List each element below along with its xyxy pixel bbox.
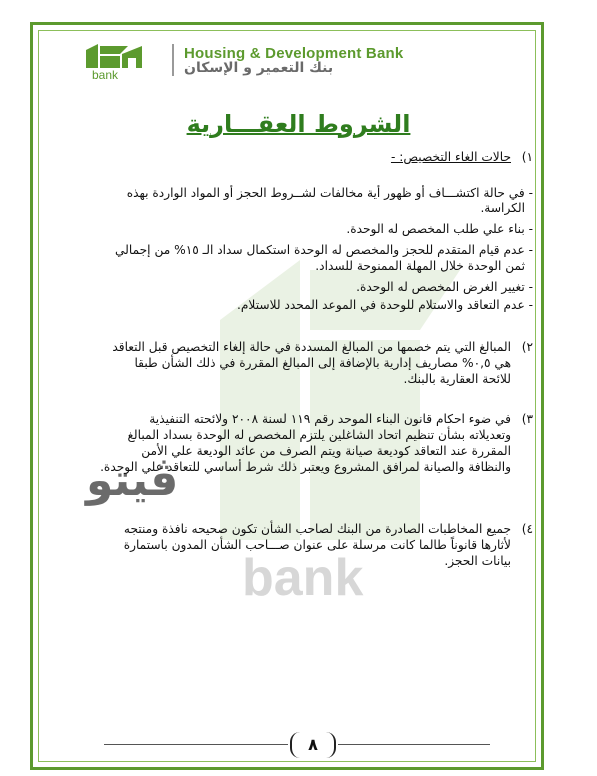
bank-name-arabic: بنك التعمير و الإسكان bbox=[184, 60, 334, 76]
footer-line-right bbox=[338, 744, 490, 745]
publisher-watermark: ڤيتو bbox=[86, 455, 179, 506]
header-divider bbox=[172, 44, 174, 76]
page-title: الشروط العقـــارية bbox=[186, 110, 411, 138]
section-4-line-3: بيانات الحجز. bbox=[444, 554, 511, 568]
section-2-line-1: المبالغ التي يتم خصمها من المبالغ المسددة في حالة إلغاء التخصيص قبل التعاقد bbox=[112, 340, 511, 354]
section-1-line-1: - في حالة اكتشـــاف أو ظهور أية مخالفات لشــروط الحجز أو المواد الواردة بهذه bbox=[126, 186, 533, 200]
section-4-number: ٤) bbox=[521, 522, 533, 536]
page-number: ٨ bbox=[290, 732, 336, 758]
section-1-heading: حالات الغاء التخصيص: - bbox=[390, 150, 511, 164]
logo-wordmark: bank bbox=[92, 68, 119, 82]
section-1-line-6: - تغيير الغرض المخصص له الوحدة. bbox=[356, 280, 533, 294]
section-4-line-2: لأثارها قانوناً طالما كانت مرسلة على عنوان صـــاحب الشأن المدون باستمارة bbox=[123, 538, 511, 552]
section-1-line-4: - عدم قيام المتقدم للحجز والمخصص له الوحدة استكمال سداد الـ ١٥% من إجمالي bbox=[115, 243, 533, 257]
section-4-line-1: جميع المخاطبات الصادرة من البنك لصاحب الشأن تكون صحيحه نافذة ومنتجه bbox=[123, 522, 511, 536]
house-logo-icon bbox=[84, 42, 158, 68]
section-3-number: ٣) bbox=[521, 412, 533, 426]
section-2-number: ٢) bbox=[521, 340, 533, 354]
section-3-line-1: في ضوء احكام قانون البناء الموحد رقم ١١٩ لسنة ٢٠٠٨ ولائحته التنفيذية bbox=[149, 412, 511, 426]
section-1-line-3: - بناء علي طلب المخصص له الوحدة. bbox=[346, 222, 533, 236]
bank-logo bbox=[80, 42, 166, 84]
section-1-line-7: - عدم التعاقد والاستلام للوحدة في الموعد المحدد للاستلام. bbox=[237, 298, 533, 312]
section-2-line-2: هي ٠,٥% مصاريف إدارية بالإضافة إلى المبالغ المقررة في ذلك الشأن طبقا bbox=[134, 356, 511, 370]
section-1-number: ١) bbox=[521, 150, 533, 164]
section-2-line-3: للائحة العقارية بالبنك. bbox=[403, 372, 511, 386]
bank-name-english: Housing & Development Bank bbox=[184, 45, 404, 62]
section-1-line-5: ثمن الوحدة خلال المهلة الممنوحة للسداد. bbox=[315, 259, 525, 273]
section-3-line-3: المقررة عند التعاقد كوديعة صيانة ويتم الصرف من عائد الوديعة علي الأمن bbox=[141, 444, 511, 458]
section-3-line-4: والنظافة والصيانة لمرافق المشروع ويعتبر ذلك شرط أساسي للتعاقد علي الوحدة. bbox=[100, 460, 511, 474]
section-1-line-2: الكراسة. bbox=[480, 201, 525, 215]
watermark-logo-text: bank bbox=[242, 549, 364, 607]
footer-line-left bbox=[104, 744, 288, 745]
section-3-line-2: وتعديلاته بشأن تنظيم اتحاد الشاغلين يلتزم المخصص له الوحدة بسداد المبالغ bbox=[127, 428, 511, 442]
